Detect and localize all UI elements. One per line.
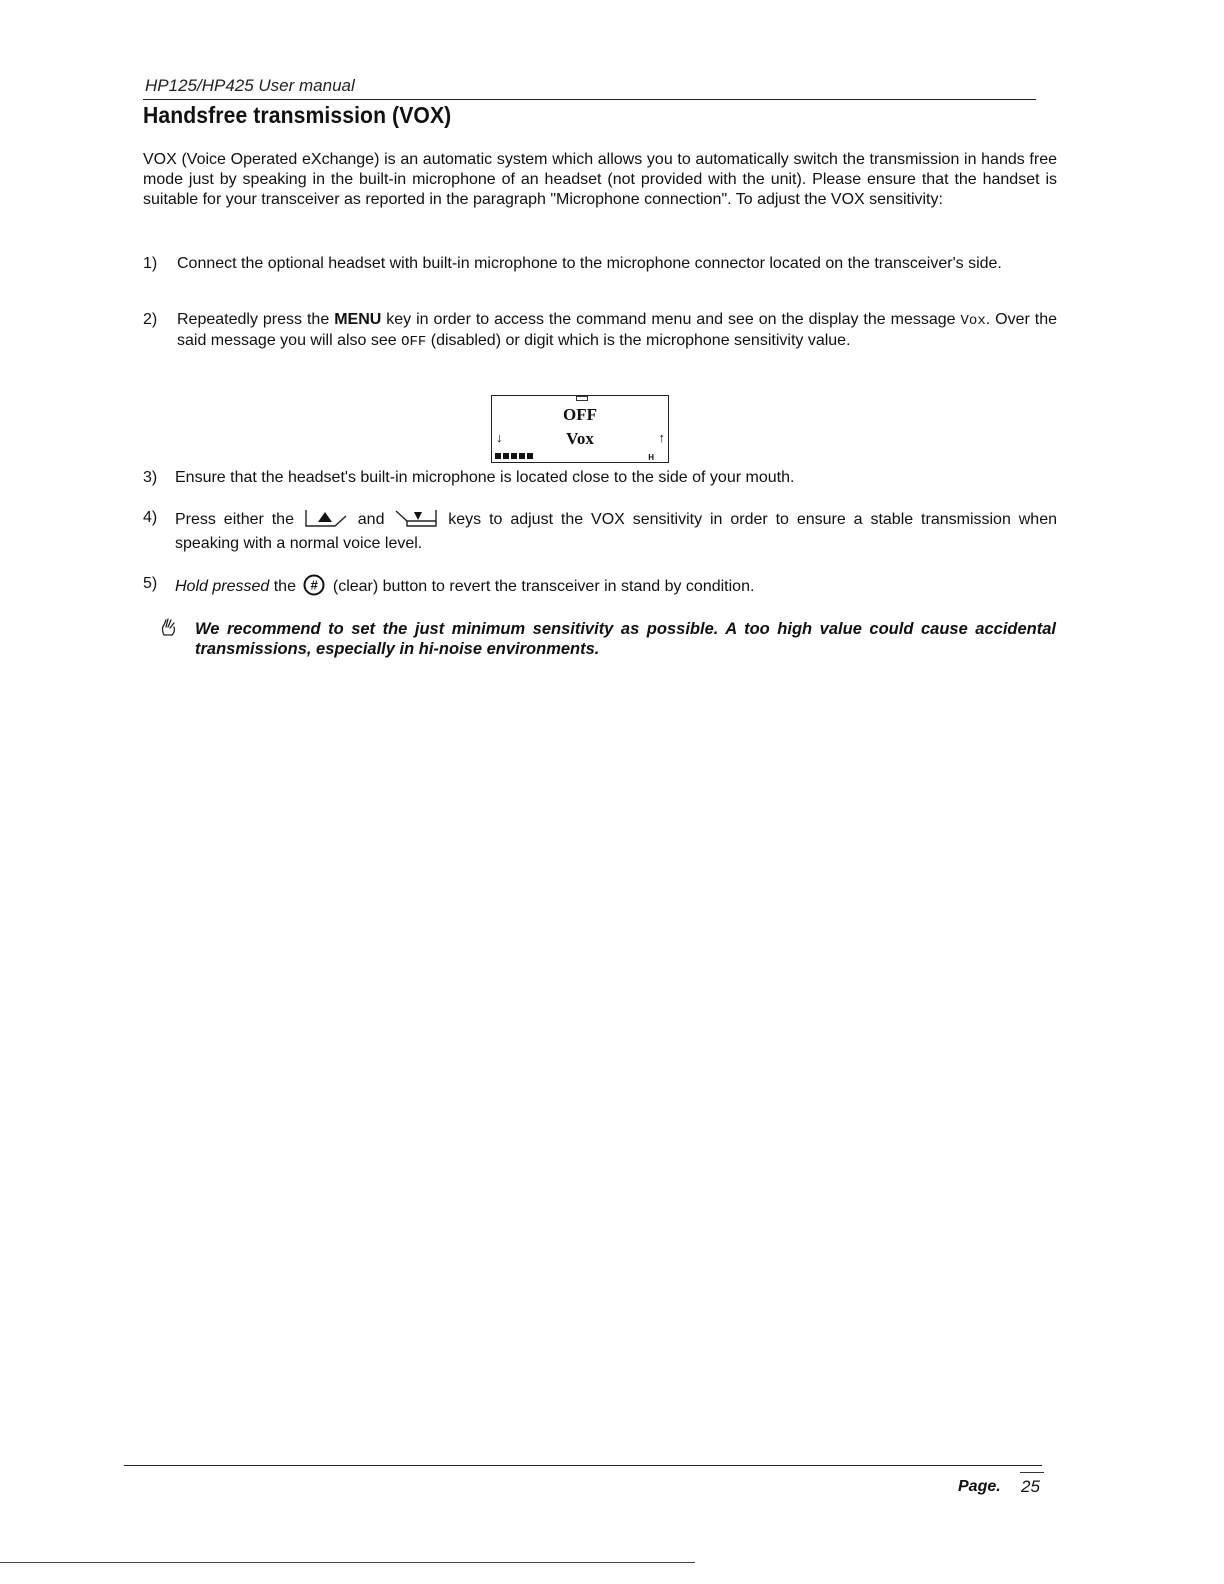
intro-paragraph: VOX (Voice Operated eXchange) is an automatic system which allows you to automatically switch the transmission in hands free mode just by speaking in the built-in microphone of an headset (not provided with the unit). Please ensure that the handset is suitable for your transceiver as reported in the paragraph "Microphone connection". To adjust the VOX sensitivity: <box>143 151 1057 208</box>
page-label: Page. <box>958 1478 1001 1495</box>
step-text: Connect the optional headset with built-in microphone to the microphone connector located on the transceiver's side. <box>177 255 1002 272</box>
hold-pressed-text: Hold pressed <box>175 578 270 595</box>
step-number: 3) <box>143 469 158 486</box>
clear-key-icon <box>303 574 325 602</box>
note-text: We recommend to set the just minimum sensitivity as possible. A too high value could cause accidental transmissions, especially in hi-noise environments. <box>195 620 1056 658</box>
up-key-icon <box>305 508 347 534</box>
lcd-value: OFF <box>563 405 597 424</box>
up-arrow-icon: ↑ <box>658 430 665 445</box>
signal-bars-icon <box>495 453 533 459</box>
step-number: 1) <box>143 255 158 272</box>
svg-text:#: # <box>310 577 319 593</box>
step-number: 4) <box>143 509 158 526</box>
step-number: 2) <box>143 311 158 328</box>
step-text: Hold pressed the # (clear) button to revert the transceiver in stand by condition. <box>175 574 1057 602</box>
down-key-icon <box>395 508 437 534</box>
step-number: 5) <box>143 575 158 592</box>
footer-rule <box>124 1465 1042 1466</box>
step-text: Press either the and keys to adjust the VOX sensitivity in order to ensure a stable transmission when speaking with a normal voice level. <box>175 508 1057 554</box>
scan-bottom-edge <box>0 1562 695 1563</box>
lcd-label: Vox <box>566 429 594 448</box>
hand-icon <box>160 617 178 642</box>
section-title: Handsfree transmission (VOX) <box>143 102 452 128</box>
header-rule <box>143 99 1036 100</box>
lcd-top-indicator <box>576 396 588 401</box>
page-number-rule <box>1020 1472 1044 1473</box>
page-number: 25 <box>1021 1477 1040 1496</box>
lcd-display <box>491 395 669 463</box>
running-header: HP125/HP425 User manual <box>145 76 355 95</box>
off-message: OFF <box>401 334 427 350</box>
step-text: Ensure that the headset's built-in microphone is located close to the side of your mouth. <box>175 469 795 486</box>
vox-message: Vox <box>960 313 986 329</box>
lcd-indicator: H <box>648 453 654 462</box>
step-text: Repeatedly press the MENU key in order to access the command menu and see on the display the message Vox. Over the said message you will also see OFF (disabled) or digit which is the microphone sensitivity value. <box>177 311 1058 350</box>
down-arrow-icon: ↓ <box>496 430 503 445</box>
menu-key-label: MENU <box>334 311 382 328</box>
